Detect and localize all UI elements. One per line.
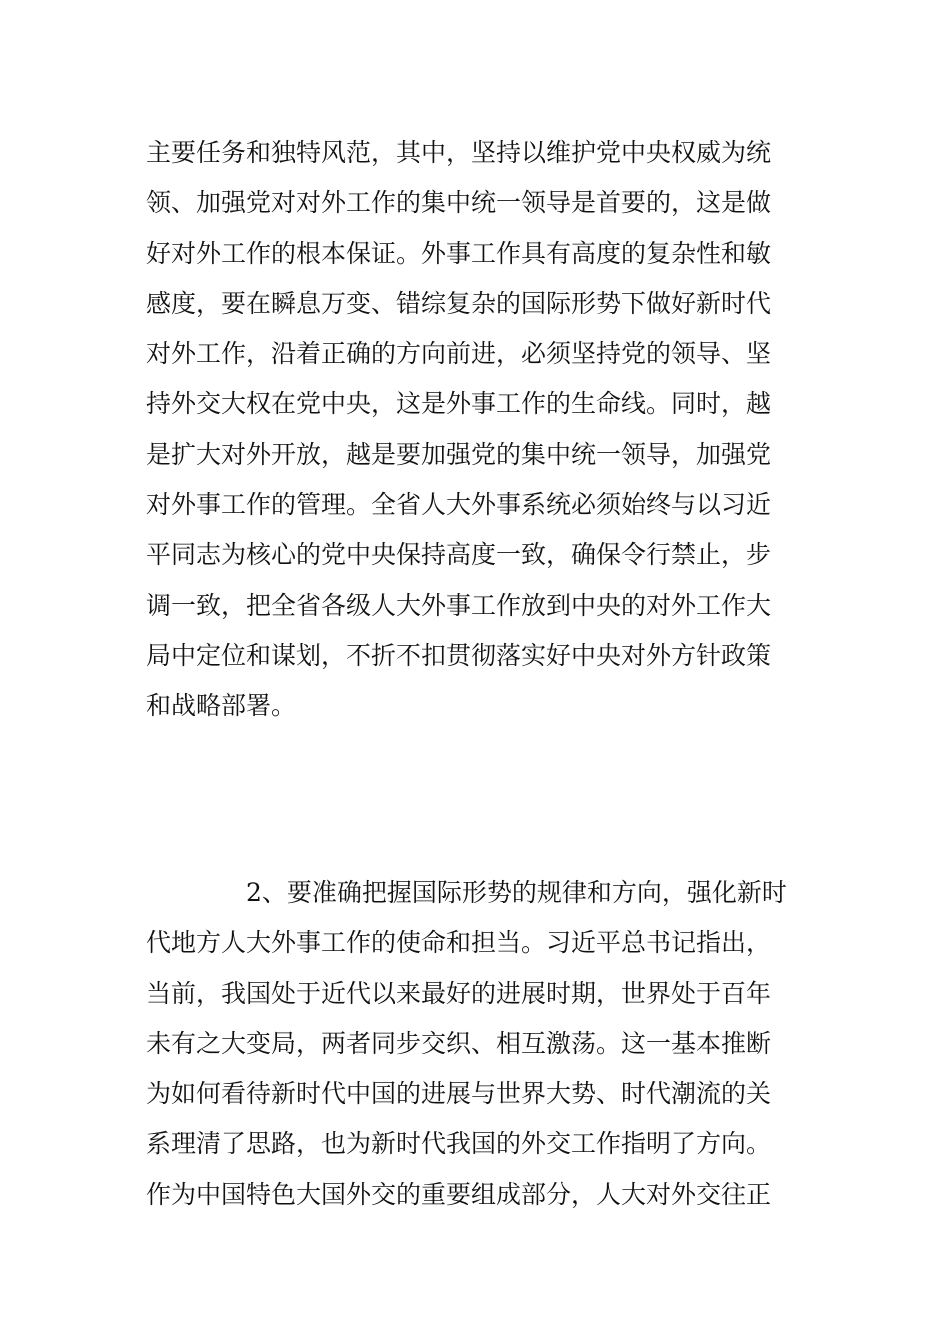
text-line: 为如何看待新时代中国的进展与世界大势、时代潮流的关 <box>146 1079 772 1109</box>
text-line: 未有之大变局，两者同步交织、相互激荡。这一基本推断 <box>146 1028 772 1058</box>
paragraph-continuation <box>146 128 816 732</box>
paragraph-section-2 <box>146 868 816 1220</box>
text-line: 调一致，把全省各级人大外事工作放到中央的对外工作大 <box>146 590 772 620</box>
text-line: 主要任务和独特风范，其中，坚持以维护党中央权威为统 <box>146 138 772 167</box>
text-line: 代地方人大外事工作的使命和担当。习近平总书记指出， <box>146 928 772 958</box>
text-line: 是扩大对外开放，越是要加强党的集中统一领导，加强党 <box>146 439 772 469</box>
text-line: 系理清了思路，也为新时代我国的外交工作指明了方向。 <box>146 1129 772 1159</box>
text-line: 当前，我国处于近代以来最好的进展时期，世界处于百年 <box>146 978 772 1008</box>
text-line: 和战略部署。 <box>146 691 297 721</box>
text-line: 局中定位和谋划，不折不扣贯彻落实好中央对外方针政策 <box>146 640 772 670</box>
text-line: 对外工作，沿着正确的方向前进，必须坚持党的领导、坚 <box>146 339 772 369</box>
text-line: 持外交大权在党中央，这是外事工作的生命线。同时，越 <box>146 389 772 419</box>
text-line: 领、加强党对对外工作的集中统一领导是首要的，这是做 <box>146 188 772 218</box>
text-line: 作为中国特色大国外交的重要组成部分，人大对外交往正 <box>146 1179 772 1209</box>
text-line: 好对外工作的根本保证。外事工作具有高度的复杂性和敏 <box>146 238 772 268</box>
text-line: 感度，要在瞬息万变、错综复杂的国际形势下做好新时代 <box>146 288 772 318</box>
text-line: 对外事工作的管理。全省人大外事系统必须始终与以习近 <box>146 490 772 520</box>
text-line: 平同志为核心的党中央保持高度一致，确保令行禁止，步 <box>146 540 772 570</box>
text-line-first: 2、要准确把握国际形势的规律和方向，强化新时 <box>246 878 787 907</box>
